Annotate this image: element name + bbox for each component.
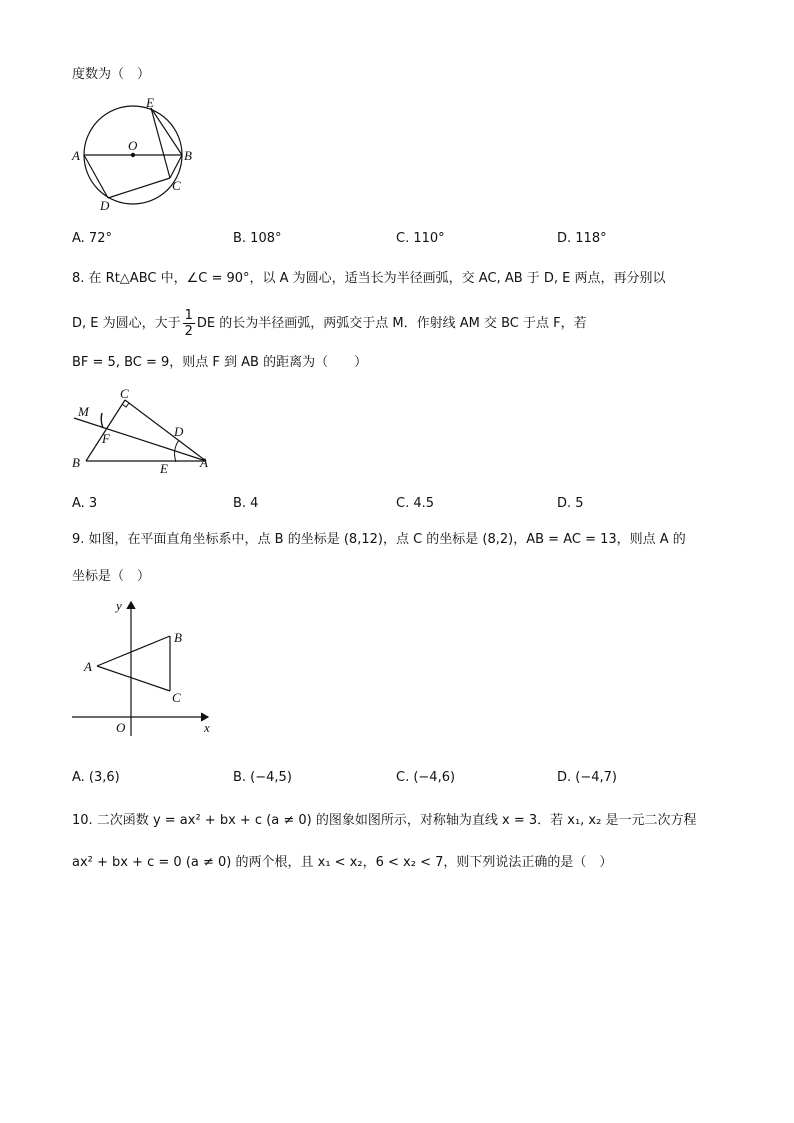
label-e: E [160,461,168,476]
label-a: A [72,148,80,163]
label-a: A [84,659,92,674]
fraction-one-half [183,308,195,339]
segment-ad [84,155,108,198]
segment-ab [97,636,170,666]
label-b: B [174,630,182,645]
label-d: D [100,198,110,213]
q8-line-2 [72,306,587,340]
label-e: E [146,95,154,110]
ray-am [74,418,206,461]
q9-line-1: 9. 如图，在平面直角坐标系中，点 B 的坐标是 (8,12)，点 C 的坐标是 (8,2)，AB = AC = 13，则点 A 的 [72,532,686,547]
fraction-denominator: 2 [184,323,193,339]
q7-option-d: D. 118° [557,231,607,246]
q8-line-1: 8. 在 Rt△ABC 中，∠C = 90°，以 A 为圆心，适当长为半径画弧，交 AC, AB 于 D, E 两点，再分别以 [72,271,666,286]
label-m: M [78,404,89,419]
center-dot [131,153,135,157]
label-a: A [200,455,208,470]
q9-coordinate-figure [70,596,220,740]
q7-option-b: B. 108° [233,231,282,246]
segment-ca [125,400,206,461]
q9-option-a: A. (3,6) [72,770,120,785]
label-c: C [120,388,129,401]
segment-ec [151,108,170,178]
q8-option-c: C. 4.5 [396,496,435,511]
arc-m [101,413,103,428]
q7-question-tail: 度数为（ ） [72,67,151,82]
label-c: C [172,178,181,193]
q8-line-2-part-b: DE 的长为半径画弧，两弧交于点 M．作射线 AM 交 BC 于点 F，若 [196,315,587,331]
label-f: F [102,431,110,446]
fraction-numerator: 1 [184,307,193,323]
q8-option-d: D. 5 [557,496,584,511]
label-d: D [174,424,184,439]
q8-triangle-figure [70,388,220,480]
label-x: x [204,720,210,735]
label-o: O [128,138,138,153]
q7-option-c: C. 110° [396,231,445,246]
q9-option-b: B. (−4,5) [233,770,292,785]
q9-option-d: D. (−4,7) [557,770,617,785]
label-c: C [172,690,181,705]
label-y: y [116,598,122,613]
q10-line-1: 10. 二次函数 y = ax² + bx + c (a ≠ 0) 的图象如图所示，对称轴为直线 x = 3．若 x₁, x₂ 是一元二次方程 [72,813,697,828]
q8-option-b: B. 4 [233,496,259,511]
label-b: B [184,148,192,163]
q7-circle-figure [70,94,200,214]
q7-option-a: A. 72° [72,231,112,246]
segment-ac [97,666,170,691]
q8-line-2-part-a: D, E 为圆心，大于 [72,315,181,331]
q8-line-3: BF = 5, BC = 9，则点 F 到 AB 的距离为（ ） [72,355,368,370]
q10-line-2: ax² + bx + c = 0 (a ≠ 0) 的两个根，且 x₁ < x₂，6 < x₂ < 7，则下列说法正确的是（ ） [72,855,613,870]
segment-eb [151,108,182,155]
q8-option-a: A. 3 [72,496,98,511]
label-o: O [116,720,126,735]
label-b: B [72,455,80,470]
q9-line-2: 坐标是（ ） [72,569,151,584]
q9-option-c: C. (−4,6) [396,770,456,785]
